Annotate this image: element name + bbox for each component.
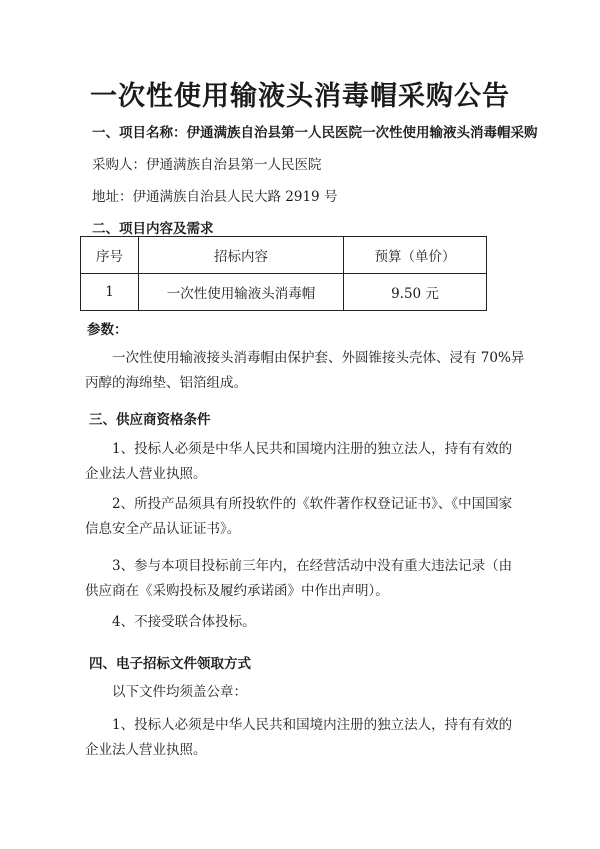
table-row bbox=[81, 274, 487, 311]
qualification-item: 3、参与本项目投标前三年内，在经营活动中没有重大违法记录（由供应商在《采购投标及履约承诺函》中作出声明）。 bbox=[85, 558, 513, 599]
section2-heading: 二、项目内容及需求 bbox=[92, 221, 214, 237]
buyer-line: 采购人：伊通满族自治县第一人民医院 bbox=[92, 157, 322, 173]
section4-heading: 四、电子招标文件领取方式 bbox=[89, 656, 251, 672]
document-item: 1、投标人必须是中华人民共和国境内注册的独立法人，持有有效的企业法人营业执照。 bbox=[85, 717, 513, 758]
section3-heading: 三、供应商资格条件 bbox=[89, 412, 211, 428]
qualification-item: 4、不接受联合体投标。 bbox=[112, 614, 256, 630]
section1-heading-label: 一、项目名称： bbox=[92, 125, 187, 141]
table-header-cell: 预算（单价） bbox=[344, 237, 487, 274]
requirements-table bbox=[80, 236, 487, 311]
table-cell: 1 bbox=[81, 274, 139, 311]
address-line: 地址：伊通满族自治县人民大路 2919 号 bbox=[92, 189, 338, 205]
table-cell: 9.50 元 bbox=[344, 274, 487, 311]
table-header-row bbox=[81, 237, 487, 274]
project-name: 伊通满族自治县第一人民医院一次性使用输液头消毒帽采购 bbox=[186, 125, 538, 141]
qualification-item: 1、投标人必须是中华人民共和国境内注册的独立法人，持有有效的企业法人营业执照。 bbox=[85, 441, 513, 482]
section4-intro: 以下文件均须盖公章： bbox=[112, 684, 247, 700]
table-header-cell: 序号 bbox=[81, 237, 139, 274]
params-text: 一次性使用输液接头消毒帽由保护套、外圆锥接头壳体、浸有 70%异丙醇的海绵垫、铝箔组成。 bbox=[85, 350, 525, 391]
table-cell: 一次性使用输液头消毒帽 bbox=[139, 274, 344, 311]
qualification-item: 2、所投产品须具有所投软件的《软件著作权登记证书》、《中国国家信息安全产品认证证书》。 bbox=[85, 496, 513, 537]
page-title: 一次性使用输液头消毒帽采购公告 bbox=[90, 81, 510, 112]
params-label: 参数： bbox=[87, 322, 128, 338]
section1-heading bbox=[92, 121, 538, 141]
table-header-cell: 招标内容 bbox=[139, 237, 344, 274]
